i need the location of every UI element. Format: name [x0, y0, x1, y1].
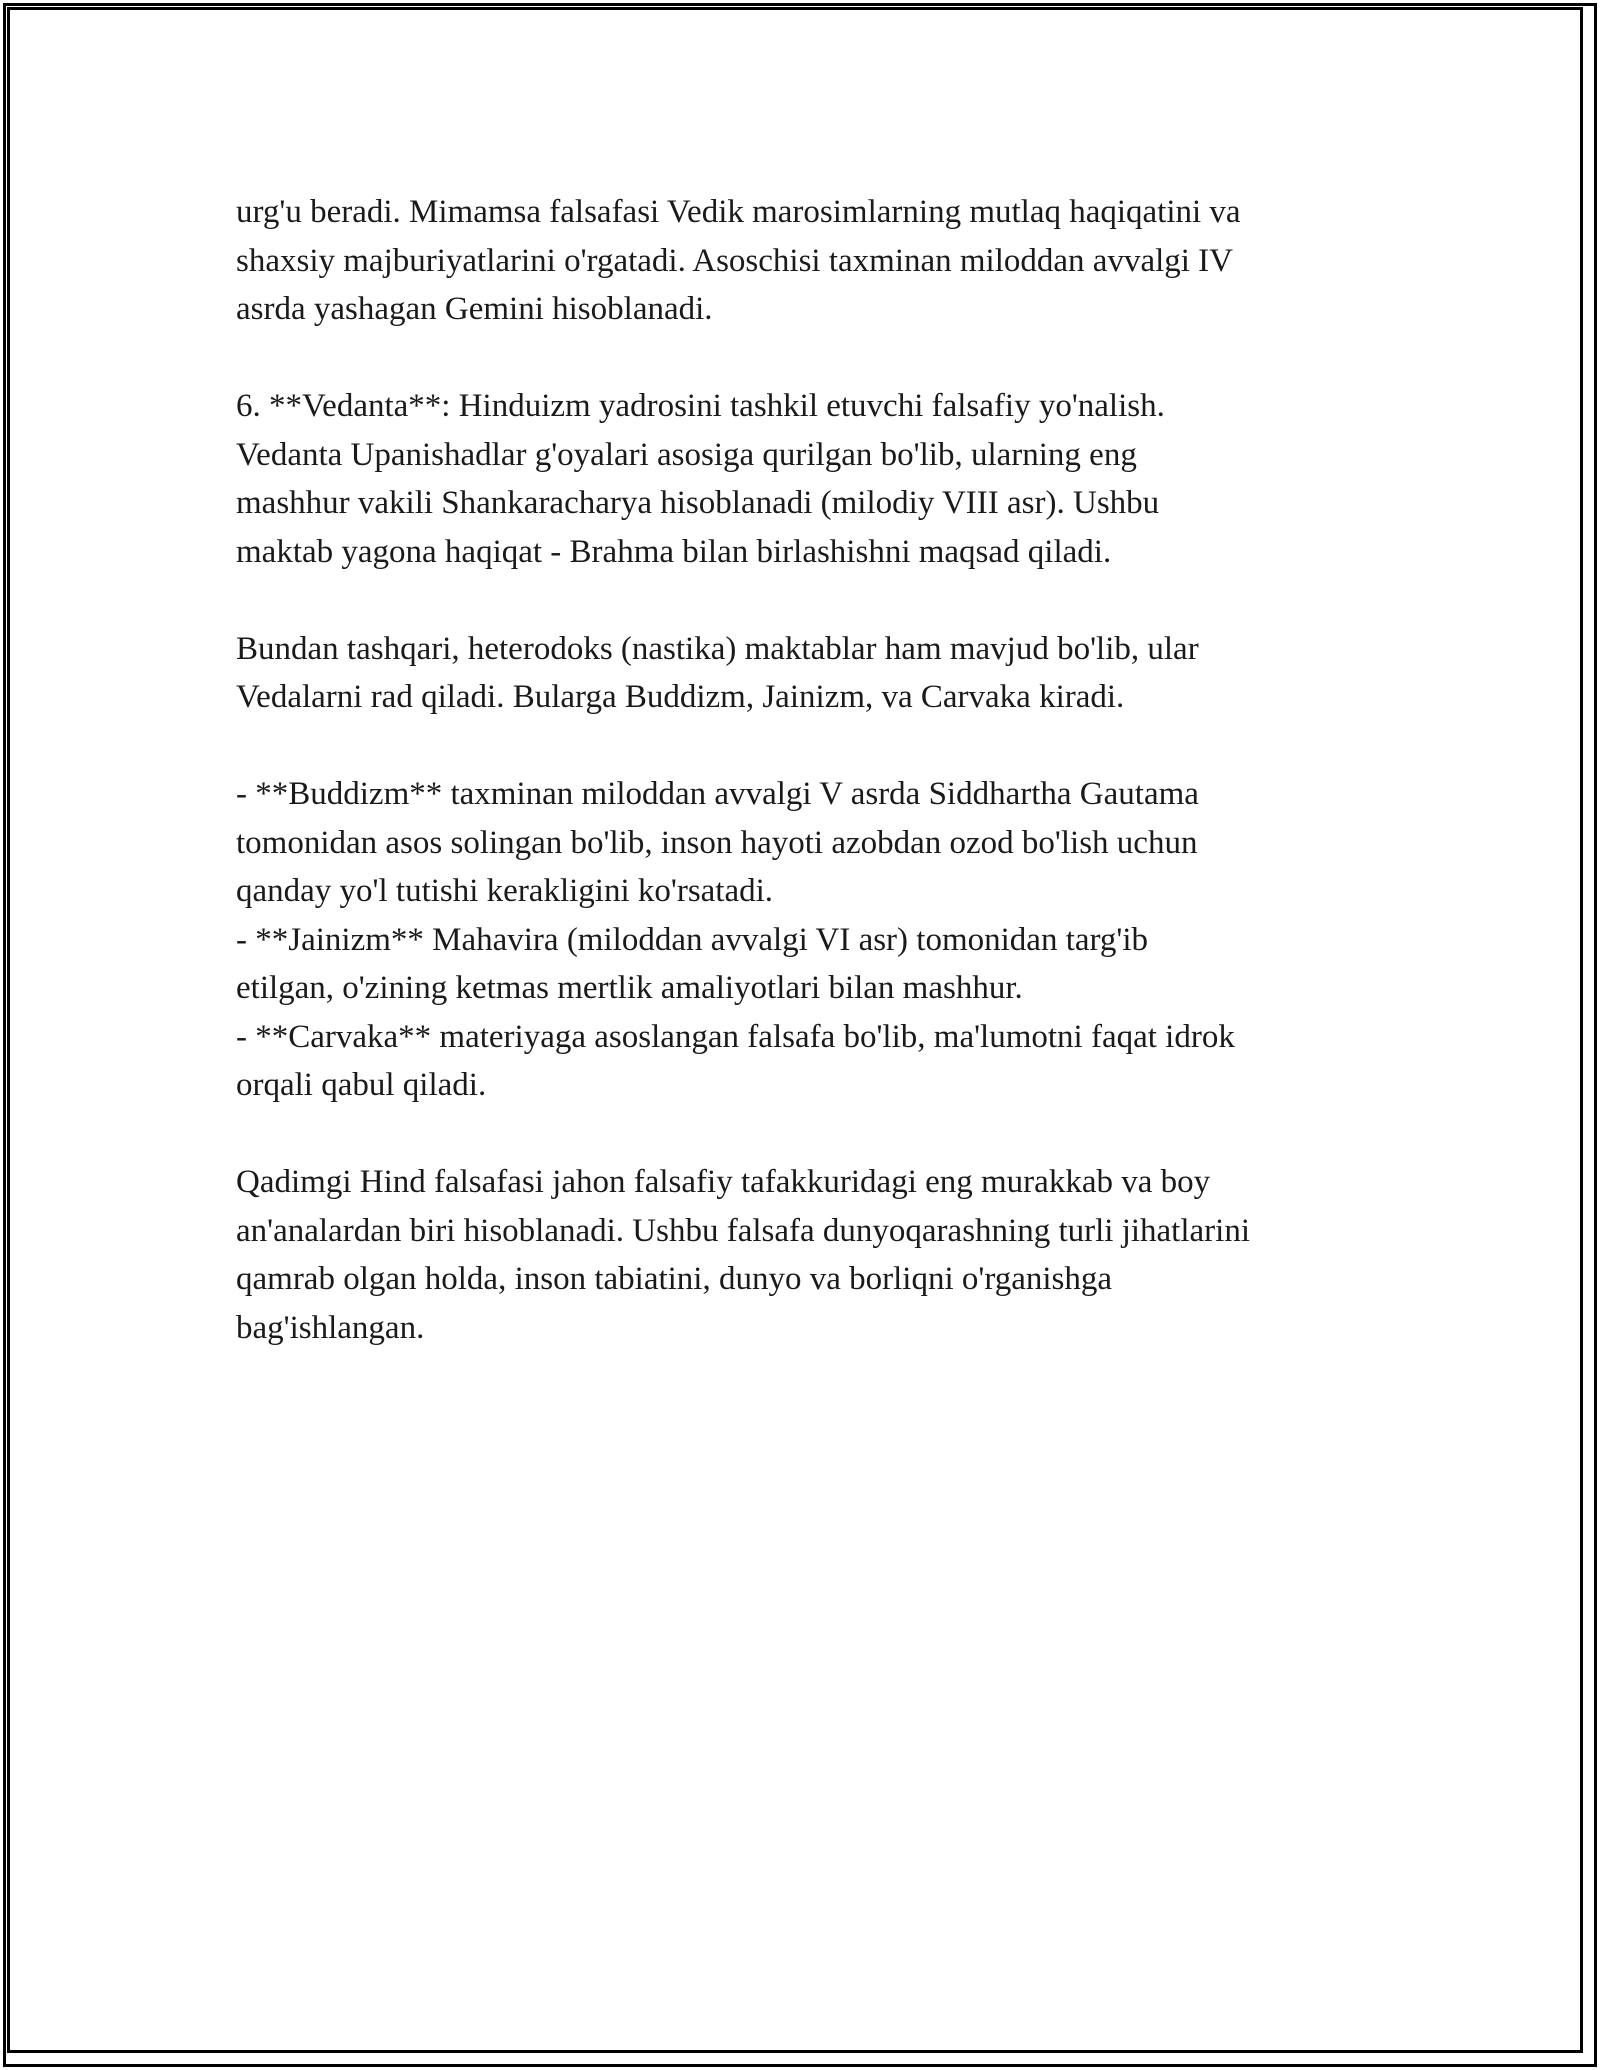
document-body — [236, 188, 1396, 1401]
paragraph-vedanta — [236, 382, 1396, 576]
text-line: asrda yashagan Gemini hisoblanadi. — [236, 291, 713, 327]
text-line: - **Jainizm** Mahavira (miloddan avvalgi VI asr) tomonidan targ'ib — [236, 921, 1149, 958]
text-line: tomonidan asos solingan bo'lib, inson hayoti azobdan ozod bo'lish uchun — [236, 824, 1198, 861]
text-line: qanday yo'l tutishi kerakligini ko'rsatadi. — [236, 873, 774, 909]
text-line: 6. **Vedanta**: Hinduizm yadrosini tashkil etuvchi falsafiy yo'nalish. — [236, 388, 1165, 424]
paragraph-schools-list — [236, 770, 1396, 1110]
paragraph-heterodox — [236, 625, 1396, 722]
text-line: Bundan tashqari, heterodoks (nastika) maktablar ham mavjud bo'lib, ular — [236, 630, 1199, 667]
text-line: urg'u beradi. Mimamsa falsafasi Vedik marosimlarning mutlaq haqiqatini va — [236, 194, 1241, 230]
text-line: qamrab olgan holda, inson tabiatini, dunyo va borliqni o'rganishga — [236, 1261, 1113, 1297]
text-line: mashhur vakili Shankaracharya hisoblanadi (milodiy VIII asr). Ushbu — [236, 485, 1160, 521]
text-line: Vedanta Upanishadlar g'oyalari asosiga qurilgan bo'lib, ularning eng — [236, 436, 1137, 473]
text-line: etilgan, o'zining ketmas mertlik amaliyotlari bilan mashhur. — [236, 970, 1023, 1006]
text-line: Qadimgi Hind falsafasi jahon falsafiy tafakkuridagi eng murakkab va boy — [236, 1164, 1211, 1200]
text-line: Vedalarni rad qiladi. Bularga Buddizm, Jainizm, va Carvaka kiradi. — [236, 679, 1125, 715]
text-line: an'analardan biri hisoblanadi. Ushbu falsafa dunyoqarashning turli jihatlarini — [236, 1212, 1250, 1249]
text-line: - **Buddizm** taxminan miloddan avvalgi V asrda Siddhartha Gautama — [236, 776, 1199, 812]
text-line: bag'ishlangan. — [236, 1309, 425, 1346]
paragraph-conclusion — [236, 1158, 1396, 1352]
paragraph-mimamsa — [236, 188, 1396, 334]
text-line: orqali qabul qiladi. — [236, 1067, 487, 1103]
text-line: maktab yagona haqiqat - Brahma bilan birlashishni maqsad qiladi. — [236, 533, 1112, 570]
text-line: shaxsiy majburiyatlarini o'rgatadi. Asoschisi taxminan miloddan avvalgi IV — [236, 242, 1233, 279]
text-line: - **Carvaka** materiyaga asoslangan falsafa bo'lib, ma'lumotni faqat idrok — [236, 1018, 1235, 1055]
